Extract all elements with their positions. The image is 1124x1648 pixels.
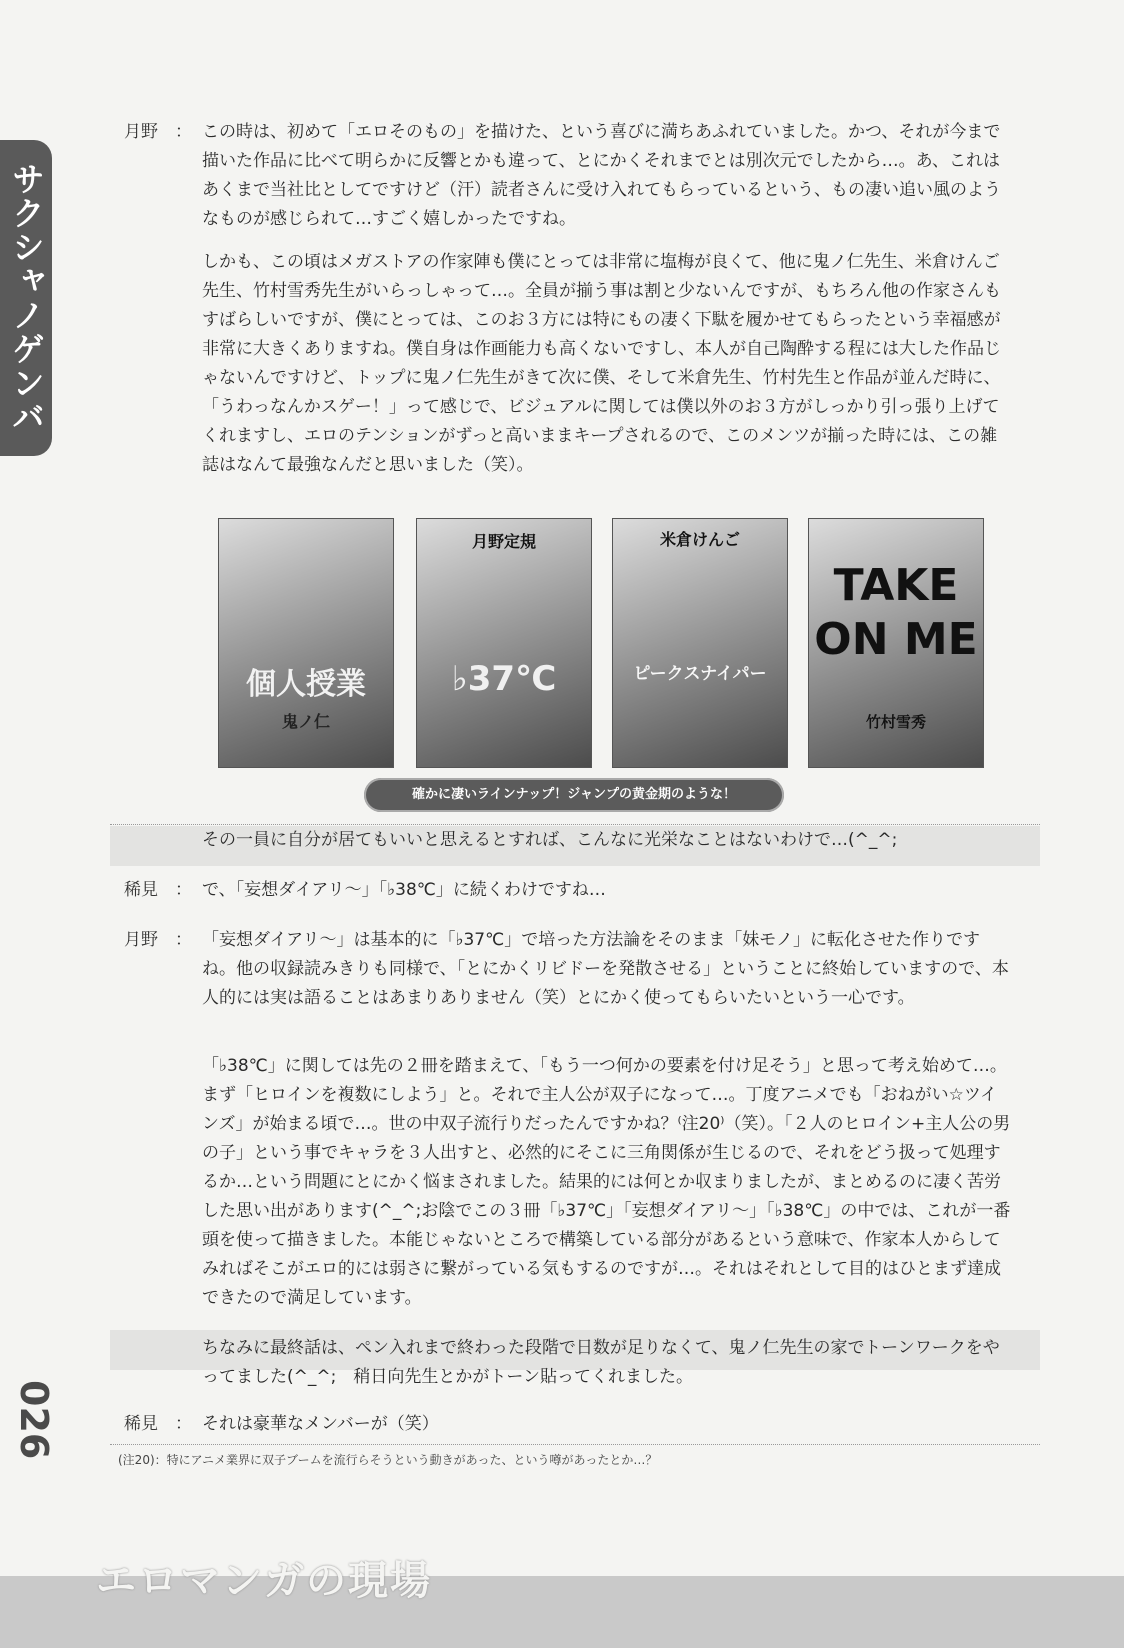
footer-title: エロマンガの現場	[96, 1558, 432, 1604]
page-number: 026	[12, 1380, 56, 1460]
image-caption: 確かに凄いラインナップ！ジャンプの黄金期のような！	[364, 778, 784, 812]
book-cover	[416, 518, 592, 768]
cover-title: TAKE ON ME	[814, 560, 978, 665]
cover-author: 鬼ノ仁	[281, 712, 330, 731]
cover-title: 個人授業	[246, 667, 366, 702]
book-cover	[612, 518, 788, 768]
side-tab-label: サクシャノゲンバ	[7, 162, 46, 434]
cover-title: ピークスナイパー	[633, 664, 767, 684]
paragraph: ちなみに最終話は、ペン入れまで終わった段階で日数が足りなくて、鬼ノ仁先生の家でトーンワークをやってました(^_^; 稍日向先生とかがトーン貼ってくれました。	[202, 1338, 1000, 1387]
cover-author: 竹村雪秀	[865, 713, 926, 731]
paragraph: しかも、この頃はメガストアの作家陣も僕にとっては非常に塩梅が良くて、他に鬼ノ仁先生、米倉けんご先生、竹村雪秀先生がいらっしゃって…。全員が揃う事は割と少ないんですが、もちろん他の作家さんもすばらしいですが、僕にとっては、このお３方には特にもの凄く下駄を履かせてもらったという幸福感が非常に大きくありますね。僕自身は作画能力も高くないですし、本人が自己陶酔する程には大した作品じゃないんですけど、トップに鬼ノ仁先生がきて次に僕、そして米倉先生、竹村先生と作品が並んだ時に、「うわっなんかスゲー！」って感じで、ビジュアルに関しては僕以外のお３方がしっかり引っ張り上げてくれますし、エロのテンションがずっと高いままキープされるので、このメンツが揃った時には、この雑誌はなんて最強なんだと思いました（笑）。	[202, 252, 1001, 475]
book-cover	[808, 518, 984, 768]
paragraph: その一員に自分が居てもいいと思えるとすれば、こんなに光栄なことはないわけで…(^_^;	[202, 830, 898, 850]
divider	[110, 1444, 1040, 1445]
paragraph: 「妄想ダイアリ～」は基本的に「♭37℃」で培った方法論をそのまま「妹モノ」に転化させた作りですね。他の収録読みきりも同様で、「とにかくリビドーを発散させる」ということに終始していますので、本人的には実は語ることはあまりありません（笑）とにかく使ってもらいたいという一心です。	[202, 930, 1009, 1008]
footnote: (注20)：特にアニメ業界に双子ブームを流行らそうという動きがあった、という噂があったとか…？	[118, 1453, 658, 1467]
side-tab	[0, 140, 52, 456]
divider	[110, 824, 1040, 825]
paragraph: 「♭38℃」に関しては先の２冊を踏まえて、「もう一つ何かの要素を付け足そう」と思って考え始めて…。まず「ヒロインを複数にしよう」と。それで主人公が双子になって…。丁度アニメでも「おねがい☆ツインズ」が始まる頃で…。世の中双子流行りだったんですかね？⁽注20⁾（笑）。「２人のヒロイン+主人公の男の子」という事でキャラを３人出すと、必然的にそこに三角関係が生じるので、それをどう扱って処理するか…という問題にとにかく悩まされました。結果的には何とか収まりましたが、まとめるのに凄く苦労した思い出があります(^_^;お陰でこの３冊「♭37℃」「妄想ダイアリ～」「♭38℃」の中では、これが一番頭を使って描きました。本能じゃないところで構築している部分があるという意味で、作家本人からしてみればそこがエロ的には弱さに繋がっている気もするのですが…。それはそれとして目的はひとまず達成できたので満足しています。	[202, 1056, 1011, 1308]
speaker-label: 月野 ：	[124, 930, 192, 950]
cover-author: 米倉けんご	[659, 530, 740, 549]
cover-author: 月野定規	[471, 532, 536, 551]
speaker-label: 稀見 ：	[124, 1414, 192, 1434]
paragraph: この時は、初めて「エロそのもの」を描けた、という喜びに満ちあふれていました。かつ、それが今まで描いた作品に比べて明らかに反響とかも違って、とにかくそれまでとは別次元でしたから…。あ、これはあくまで当社比としてですけど（汗）読者さんに受け入れてもらっているという、もの凄い追い風のようなものが感じられて…すごく嬉しかったですね。	[202, 122, 1001, 229]
cover-title: ♭37℃	[451, 659, 557, 699]
paragraph: で、「妄想ダイアリ～」「♭38℃」に続くわけですね…	[202, 880, 606, 900]
book-cover	[218, 518, 394, 768]
speaker-label: 稀見 ：	[124, 880, 192, 900]
paragraph: それは豪華なメンバーが（笑）	[202, 1414, 439, 1434]
speaker-label: 月野 ：	[124, 122, 192, 142]
